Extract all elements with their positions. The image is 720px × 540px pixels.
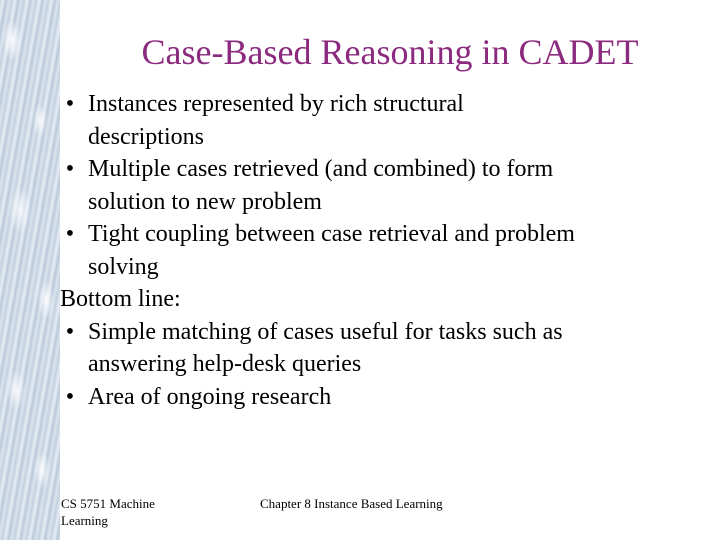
bullet-text: answering help-desk queries [88,351,362,377]
bullet-item [60,218,700,251]
slide-body [60,88,700,413]
bullet-text: Area of ongoing research [88,383,332,410]
bullet-continuation [60,121,700,154]
bullet-text: Simple matching of cases useful for tasks such as [88,318,563,345]
footer-course-line: Learning [61,513,108,528]
bullet-continuation [60,186,700,219]
bullet-item [60,316,700,349]
bullet-icon: • [65,221,75,247]
section-label [60,283,700,316]
slide-title: Case-Based Reasoning in CADET [141,32,639,72]
bullet-icon: • [65,156,75,182]
bullet-continuation [60,251,700,284]
bullet-icon: • [65,91,75,117]
bullet-icon: • [65,383,75,410]
bullet-text: solving [88,253,159,280]
bullet-text: descriptions [88,123,204,150]
bullet-text: solution to new problem [88,188,322,215]
bullet-text: Instances represented by rich structural [88,91,464,117]
bullet-text: Tight coupling between case retrieval and problem [88,221,575,247]
footer-chapter: Chapter 8 Instance Based Learning [260,496,443,511]
bullet-item [60,153,700,186]
footer-course-line: CS 5751 Machine [61,496,155,511]
section-label-text: Bottom line: [60,286,181,312]
bullet-item [60,88,700,121]
bullet-item [60,381,700,414]
bullet-text: Multiple cases retrieved (and combined) to form [88,156,554,182]
footer-course [61,495,201,529]
decorative-side-strip [0,0,60,540]
bullet-icon: • [65,318,75,345]
bullet-continuation [60,348,700,381]
